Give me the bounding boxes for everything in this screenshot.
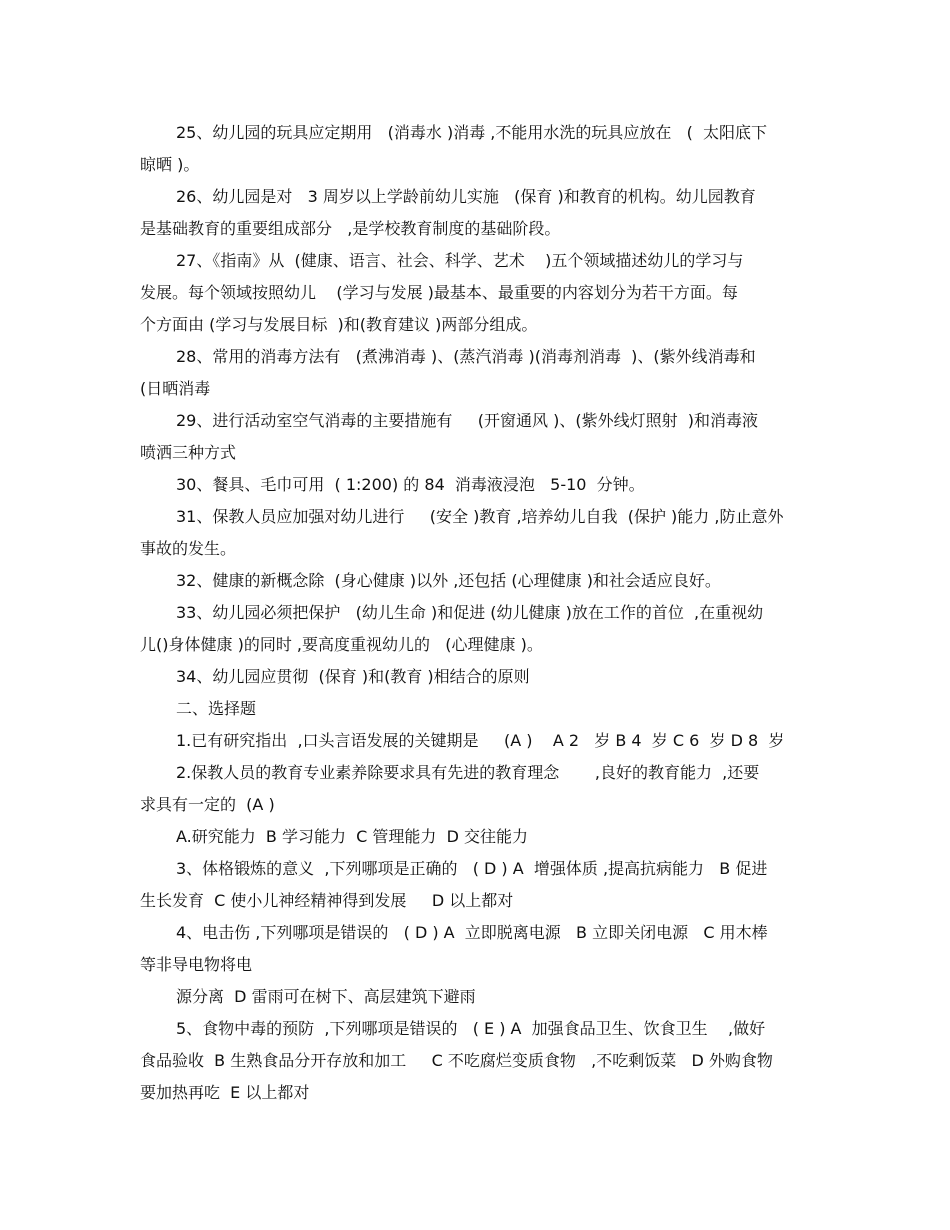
text-line: 等非导电物将电 bbox=[140, 955, 253, 974]
text-line: 5、食物中毒的预防 ,下列哪项是错误的 ( E ) A 加强食品卫生、饮食卫生 ,做好 bbox=[176, 1019, 766, 1038]
text-line: 源分离 D 雷雨可在树下、高层建筑下避雨 bbox=[176, 987, 476, 1006]
document-body bbox=[140, 117, 810, 1109]
text-line: 33、幼儿园必须把保护 (幼儿生命 )和促进 (幼儿健康 )放在工作的首位 ,在重视幼 bbox=[176, 603, 764, 622]
text-line: (日晒消毒 bbox=[140, 379, 211, 398]
text-line: 32、健康的新概念除 (身心健康 )以外 ,还包括 (心理健康 )和社会适应良好。 bbox=[176, 571, 721, 590]
text-line: 29、进行活动室空气消毒的主要措施有 (开窗通风 )、(紫外线灯照射 )和消毒液 bbox=[176, 411, 759, 430]
text-line: 食品验收 B 生熟食品分开存放和加工 C 不吃腐烂变质食物 ,不吃剩饭菜 D 外购食物 bbox=[140, 1051, 773, 1070]
text-line: 晾晒 )。 bbox=[140, 155, 200, 174]
text-line: 个方面由 (学习与发展目标 )和(教育建议 )两部分组成。 bbox=[140, 315, 538, 334]
text-line: 26、幼儿园是对 3 周岁以上学龄前幼儿实施 (保育 )和教育的机构。幼儿园教育 bbox=[176, 187, 756, 206]
text-line: A.研究能力 B 学习能力 C 管理能力 D 交往能力 bbox=[176, 827, 528, 846]
text-line: 儿()身体健康 )的同时 ,要高度重视幼儿的 (心理健康 )。 bbox=[140, 635, 543, 654]
text-line: 要加热再吃 E 以上都对 bbox=[140, 1083, 310, 1102]
text-line: 25、幼儿园的玩具应定期用 (消毒水 )消毒 ,不能用水洗的玩具应放在 ( 太阳底下 bbox=[176, 123, 768, 142]
text-line: 喷洒三种方式 bbox=[140, 443, 237, 462]
text-line: 发展。每个领域按照幼儿 (学习与发展 )最基本、最重要的内容划分为若干方面。每 bbox=[140, 283, 738, 302]
text-line: 34、幼儿园应贯彻 (保育 )和(教育 )相结合的原则 bbox=[176, 667, 530, 686]
text-line: 生长发育 C 使小儿神经精神得到发展 D 以上都对 bbox=[140, 891, 514, 910]
text-line: 1.已有研究指出 ,口头言语发展的关键期是 (A ) A 2 岁 B 4 岁 C 6 岁 D 8 岁 bbox=[176, 731, 785, 750]
text-line: 31、保教人员应加强对幼儿进行 (安全 )教育 ,培养幼儿自我 (保护 )能力 ,防止意外 bbox=[176, 507, 784, 526]
text-line: 求具有一定的 (A ) bbox=[140, 795, 275, 814]
text-line: 2.保教人员的教育专业素养除要求具有先进的教育理念 ,良好的教育能力 ,还要 bbox=[176, 763, 760, 782]
text-line: 30、餐具、毛巾可用 ( 1:200) 的 84 消毒液浸泡 5-10 分钟。 bbox=[176, 475, 645, 494]
text-line: 3、体格锻炼的意义 ,下列哪项是正确的 ( D ) A 增强体质 ,提高抗病能力 B 促进 bbox=[176, 859, 768, 878]
text-line: 27、《指南》从 (健康、语言、社会、科学、艺术 )五个领域描述幼儿的学习与 bbox=[176, 251, 744, 270]
text-line: 4、电击伤 ,下列哪项是错误的 ( D ) A 立即脱离电源 B 立即关闭电源 C 用木棒 bbox=[176, 923, 768, 942]
text-line: 28、常用的消毒方法有 (煮沸消毒 )、(蒸汽消毒 )(消毒剂消毒 )、(紫外线消毒和 bbox=[176, 347, 756, 366]
text-line: 事故的发生。 bbox=[140, 539, 237, 558]
text-line: 二、选择题 bbox=[176, 699, 257, 718]
text-line: 是基础教育的重要组成部分 ,是学校教育制度的基础阶段。 bbox=[140, 219, 561, 238]
